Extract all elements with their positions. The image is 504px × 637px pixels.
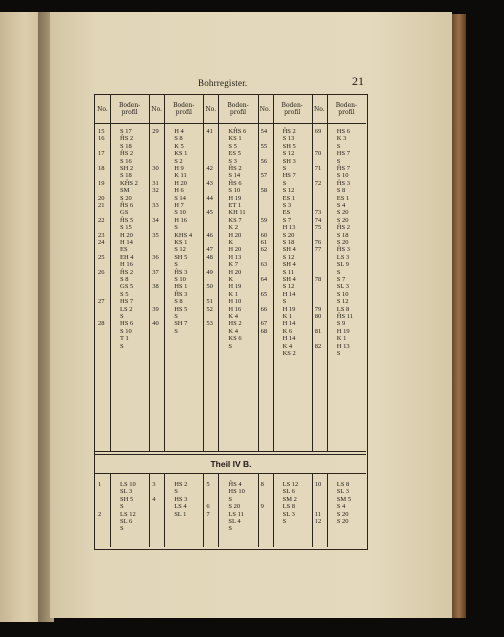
bore-profile-line: S 8 bbox=[120, 276, 129, 283]
bore-profile-line: SH 3 bbox=[282, 157, 296, 165]
bore-profile-line: SH 5 bbox=[174, 253, 188, 261]
section-bore-profile-line: LS 12 bbox=[282, 481, 299, 488]
column-header-no: No. bbox=[313, 105, 325, 113]
bore-profile-line: H 19 bbox=[228, 283, 242, 291]
bore-profile-line: SH 7 bbox=[174, 320, 188, 328]
bore-profile-line: H 20 bbox=[228, 246, 242, 254]
bore-profile-line: HS 6 bbox=[336, 128, 350, 135]
bore-profile-line: S 4 bbox=[336, 202, 346, 209]
bore-profile-line: SL 3 bbox=[336, 283, 350, 291]
section-bore-profile-line: SM 5 bbox=[336, 495, 352, 503]
section-bore-profile-line: SL 6 bbox=[282, 488, 295, 496]
bore-profile-line: H 6 bbox=[174, 187, 184, 195]
bore-profile-line: ĤS 6 bbox=[120, 202, 134, 209]
bore-profile-line: S 18 bbox=[120, 142, 132, 150]
bore-profile-line: H 14 bbox=[282, 290, 296, 298]
bore-number: 73 bbox=[314, 209, 322, 217]
bore-profile-line: H 13 bbox=[282, 224, 296, 232]
bore-profile-line: KS 2 bbox=[282, 350, 296, 357]
bore-number: 15 bbox=[98, 128, 105, 135]
section-bore-profile-line: S bbox=[228, 525, 233, 533]
bore-profile-line: S 12 bbox=[282, 283, 295, 291]
bore-number: 67 bbox=[260, 320, 268, 328]
bore-number: 75 bbox=[314, 224, 322, 232]
bore-number: 21 bbox=[98, 202, 105, 209]
bore-profile-line: S 10 bbox=[174, 209, 186, 217]
column-header-profile: Boden- profil bbox=[281, 102, 303, 116]
bore-profile-line: H 14 bbox=[282, 320, 296, 328]
bore-profile-line: H 7 bbox=[174, 202, 184, 209]
bore-profile-line: H 20 bbox=[228, 268, 242, 276]
bore-number: 72 bbox=[314, 179, 322, 187]
section-title-rule bbox=[95, 473, 366, 474]
section-bore-profile-line: LS 4 bbox=[174, 503, 187, 511]
column-divider bbox=[203, 473, 204, 547]
section-bore-profile-line: LS 11 bbox=[228, 510, 244, 518]
bore-number: 76 bbox=[314, 239, 322, 246]
bore-profile-line: ES 1 bbox=[282, 194, 296, 202]
bore-profile-line: LS 3 bbox=[336, 253, 350, 261]
bore-profile-line: ĤS 2 bbox=[120, 268, 134, 276]
bore-profile-line: K 1 bbox=[336, 335, 347, 343]
bore-profile-line: S 12 bbox=[282, 150, 295, 158]
bore-profile-line: KS 1 bbox=[174, 239, 188, 246]
section-rule-top-double bbox=[95, 454, 366, 455]
bore-profile-line: ĤS 2 bbox=[120, 150, 134, 158]
bore-profile-line: ĤS 2 bbox=[228, 165, 242, 172]
bore-number: 42 bbox=[206, 165, 213, 172]
bore-number: 74 bbox=[314, 216, 322, 224]
bore-profile-line: S 18 bbox=[282, 239, 295, 246]
bore-number: 47 bbox=[206, 246, 213, 254]
bore-profile-line: EH 4 bbox=[120, 253, 134, 261]
bore-number: 53 bbox=[206, 320, 213, 328]
bore-profile-line: S 11 bbox=[282, 268, 295, 276]
bore-profile-line: ES bbox=[120, 246, 128, 254]
bore-profile-line: S 2 bbox=[174, 157, 183, 165]
bore-profile-line: SH 4 bbox=[282, 246, 296, 254]
bore-profile-line: K 11 bbox=[174, 172, 187, 180]
bore-number: 51 bbox=[206, 298, 213, 306]
bore-profile-line: H 19 bbox=[282, 305, 296, 313]
column-divider bbox=[312, 95, 313, 451]
bore-profile-line: K 7 bbox=[228, 261, 238, 269]
bore-number: 41 bbox=[206, 128, 213, 135]
bore-profile-line: K 1 bbox=[228, 290, 238, 298]
bore-profile-line: S bbox=[174, 313, 178, 320]
bore-profile-line: S 15 bbox=[120, 224, 132, 232]
section-bore-profile-line: S bbox=[120, 503, 124, 511]
bore-number: 16 bbox=[98, 135, 105, 143]
section-bore-profile-line: HS 2 bbox=[174, 481, 188, 488]
section-bore-profile-line: ĤS 4 bbox=[228, 481, 242, 488]
section-bore-profile-line: HS 10 bbox=[228, 488, 245, 496]
bore-number: 30 bbox=[152, 165, 159, 172]
bore-profile-line: KHS 4 bbox=[174, 231, 193, 239]
bore-profile-line: S 10 bbox=[174, 276, 186, 283]
bore-profile-line: S 18 bbox=[120, 172, 132, 180]
section-bore-profile-line: SL 3 bbox=[282, 510, 295, 518]
bore-profile-line: S bbox=[174, 327, 178, 335]
number-divider bbox=[327, 95, 328, 451]
section-bore-profile-line: LS 8 bbox=[336, 481, 350, 488]
bore-profile-line: S bbox=[120, 313, 124, 320]
section-bore-profile-line: S bbox=[228, 495, 233, 503]
section-bore-number: 7 bbox=[206, 510, 210, 518]
column-divider bbox=[149, 95, 150, 451]
column-header-profile: Boden- profil bbox=[227, 102, 249, 116]
bore-number: 65 bbox=[260, 290, 268, 298]
bore-number: 54 bbox=[260, 128, 268, 135]
bore-profile-line: H 16 bbox=[174, 216, 188, 224]
section-bore-profile-line: S 20 bbox=[228, 503, 241, 511]
bore-number: 36 bbox=[152, 253, 159, 261]
bore-number: 20 bbox=[98, 194, 105, 202]
bore-profile-line: HS 7 bbox=[120, 298, 134, 306]
bore-number: 60 bbox=[260, 231, 268, 239]
bore-profile-line: S 7 bbox=[336, 276, 346, 283]
bore-profile-line: ES 5 bbox=[228, 150, 241, 158]
bore-profile-line: S 20 bbox=[336, 239, 349, 246]
bore-number: 52 bbox=[206, 305, 213, 313]
section-bore-profile-line: SL 4 bbox=[228, 518, 241, 525]
bore-profile-line: H 14 bbox=[282, 335, 296, 343]
bore-profile-line: H 20 bbox=[228, 231, 242, 239]
bore-number: 55 bbox=[260, 142, 268, 150]
column-divider bbox=[258, 473, 259, 547]
bore-number: 64 bbox=[260, 276, 268, 283]
column-header-no: No. bbox=[205, 105, 217, 113]
number-divider bbox=[327, 473, 328, 547]
bore-profile-line: H 14 bbox=[120, 239, 133, 246]
bore-profile-line: H 20 bbox=[120, 231, 133, 239]
bore-profile-line: S 8 bbox=[174, 135, 183, 143]
section-bore-profile-line: SH 5 bbox=[120, 495, 134, 503]
bore-number: 45 bbox=[206, 209, 213, 217]
bore-profile-line: S 17 bbox=[120, 128, 132, 135]
bore-profile-line: ĤS 3 bbox=[174, 268, 188, 276]
bore-profile-line: S 10 bbox=[228, 187, 241, 195]
bore-profile-line: S 20 bbox=[336, 216, 349, 224]
column-header-no: No. bbox=[97, 105, 108, 113]
bore-number: 40 bbox=[152, 320, 159, 328]
bore-number: 29 bbox=[152, 128, 159, 135]
bore-profile-line: GS 5 bbox=[120, 283, 134, 291]
bore-profile-line: K 6 bbox=[282, 327, 293, 335]
section-bore-profile-line: SM 2 bbox=[282, 495, 297, 503]
section-bore-number: 8 bbox=[260, 481, 264, 488]
bore-profile-line: HS 7 bbox=[336, 150, 350, 158]
column-divider bbox=[258, 95, 259, 451]
column-divider bbox=[312, 473, 313, 547]
bore-profile-line: S bbox=[120, 342, 124, 350]
page-number: 21 bbox=[352, 74, 364, 88]
bore-profile-line: KS 6 bbox=[228, 335, 242, 343]
bore-profile-line: ĤS 6 bbox=[228, 179, 242, 187]
bore-number: 35 bbox=[152, 231, 159, 239]
bore-profile-line: SH 4 bbox=[282, 276, 296, 283]
bore-profile-line: SL 9 bbox=[336, 261, 350, 269]
section-bore-number: 12 bbox=[314, 518, 322, 525]
bore-profile-line: K 4 bbox=[228, 313, 238, 320]
bore-profile-line: H 13 bbox=[228, 253, 242, 261]
bore-profile-line: K bbox=[228, 276, 234, 283]
section-bore-profile-line: LS 10 bbox=[120, 481, 136, 488]
bore-profile-line: ĤS 2 bbox=[120, 135, 134, 143]
bore-profile-line: ĤS 11 bbox=[336, 313, 353, 320]
section-bore-profile-line: S 20 bbox=[336, 518, 349, 525]
bore-profile-line: H 16 bbox=[120, 261, 133, 269]
number-divider bbox=[273, 95, 274, 451]
bore-profile-line: S 20 bbox=[336, 209, 349, 217]
bore-profile-line: K 2 bbox=[228, 224, 238, 232]
bore-profile-line: ET 1 bbox=[228, 202, 242, 209]
bore-number: 82 bbox=[314, 342, 322, 350]
bore-number: 27 bbox=[98, 298, 105, 306]
bore-profile-line: SH 5 bbox=[282, 142, 296, 150]
bore-number: 23 bbox=[98, 231, 105, 239]
bore-profile-line: S bbox=[174, 224, 178, 232]
bore-number: 28 bbox=[98, 320, 105, 328]
bore-profile-line: S 12 bbox=[282, 187, 295, 195]
bore-number: 81 bbox=[314, 327, 322, 335]
number-divider bbox=[164, 473, 165, 547]
bore-profile-line: LS 8 bbox=[336, 305, 350, 313]
bore-profile-line: HS 2 bbox=[228, 320, 242, 328]
column-divider bbox=[203, 95, 204, 451]
bore-profile-line: H 13 bbox=[336, 342, 350, 350]
bore-profile-line: HS 7 bbox=[282, 172, 296, 180]
bore-number: 70 bbox=[314, 150, 322, 158]
section-bore-profile-line: SL 1 bbox=[174, 510, 187, 518]
bore-profile-line: S bbox=[336, 350, 341, 357]
bore-profile-line: S 5 bbox=[120, 290, 129, 298]
section-title: Theil IV B. bbox=[210, 459, 252, 469]
column-header-profile: Boden- profil bbox=[335, 102, 358, 116]
bore-profile-line: HS 5 bbox=[174, 305, 188, 313]
bore-profile-line: S 5 bbox=[228, 142, 237, 150]
bore-profile-line: ĤS 2 bbox=[282, 128, 296, 135]
section-rule-top bbox=[95, 451, 366, 452]
bore-number: 26 bbox=[98, 268, 105, 276]
bore-profile-line: LS 2 bbox=[120, 305, 133, 313]
section-bore-profile-line: S bbox=[282, 518, 287, 525]
bore-register-table bbox=[94, 94, 368, 550]
section-bore-profile-line: LS 12 bbox=[120, 510, 136, 518]
section-bore-number: 2 bbox=[98, 510, 102, 518]
bore-number: 46 bbox=[206, 231, 213, 239]
bore-profile-line: S bbox=[282, 179, 287, 187]
bore-profile-line: ĤS 3 bbox=[174, 290, 188, 298]
column-header-no: No. bbox=[151, 105, 163, 113]
bore-profile-line: H 20 bbox=[174, 179, 188, 187]
bore-profile-line: KĤS 6 bbox=[228, 128, 247, 135]
bore-number: 38 bbox=[152, 283, 159, 291]
bore-profile-line: S 18 bbox=[336, 231, 349, 239]
bore-profile-line: S 14 bbox=[174, 194, 186, 202]
bore-profile-line: S 12 bbox=[336, 298, 349, 306]
bore-profile-line: SM bbox=[120, 187, 130, 195]
bore-profile-line: S bbox=[336, 268, 341, 276]
section-bore-number: 9 bbox=[260, 503, 264, 511]
bore-number: 77 bbox=[314, 246, 322, 254]
bore-profile-line: K 3 bbox=[336, 135, 347, 143]
bore-profile-line: S 14 bbox=[228, 172, 241, 180]
bore-profile-line: ĤS 7 bbox=[336, 165, 350, 172]
column-divider bbox=[149, 473, 150, 547]
bore-number: 32 bbox=[152, 187, 159, 195]
bore-profile-line: S bbox=[336, 157, 341, 165]
bore-number: 50 bbox=[206, 283, 213, 291]
bore-number: 78 bbox=[314, 276, 322, 283]
column-header-no: No. bbox=[259, 105, 271, 113]
bore-profile-line: S 20 bbox=[282, 231, 295, 239]
bore-profile-line: S 13 bbox=[282, 135, 295, 143]
bore-number: 61 bbox=[260, 239, 268, 246]
bore-profile-line: S 8 bbox=[336, 187, 346, 195]
bore-profile-line: S 10 bbox=[120, 327, 132, 335]
bore-number: 80 bbox=[314, 313, 322, 320]
bore-profile-line: ĤS 5 bbox=[120, 216, 134, 224]
column-header-profile: Boden- profil bbox=[173, 102, 195, 116]
bore-number: 39 bbox=[152, 305, 159, 313]
bore-number: 44 bbox=[206, 194, 213, 202]
section-bore-profile-line: SL 6 bbox=[120, 518, 133, 525]
bore-profile-line: S 10 bbox=[336, 290, 349, 298]
bore-profile-line: T 1 bbox=[120, 335, 129, 343]
bore-number: 17 bbox=[98, 150, 105, 158]
section-bore-number: 3 bbox=[152, 481, 156, 488]
bore-profile-line: S bbox=[174, 261, 178, 269]
bore-profile-line: ĤS 3 bbox=[336, 179, 350, 187]
bore-profile-line: ĤS 3 bbox=[336, 246, 350, 254]
bore-profile-line: H 9 bbox=[174, 165, 184, 172]
bore-number: 43 bbox=[206, 179, 213, 187]
book-spine bbox=[452, 14, 466, 618]
bore-number: 56 bbox=[260, 157, 268, 165]
bore-profile-line: KS 1 bbox=[228, 135, 242, 143]
bore-number: 71 bbox=[314, 165, 322, 172]
bore-profile-line: S 10 bbox=[336, 172, 349, 180]
bore-profile-line: KS 7 bbox=[228, 216, 242, 224]
bore-profile-line: H 19 bbox=[336, 327, 350, 335]
bore-number: 48 bbox=[206, 253, 213, 261]
bore-profile-line: S 3 bbox=[282, 202, 292, 209]
bore-profile-line: ES bbox=[282, 209, 291, 217]
section-bore-number: 10 bbox=[314, 481, 322, 488]
section-bore-profile-line: LS 8 bbox=[282, 503, 296, 511]
bore-profile-line: S 8 bbox=[174, 298, 183, 306]
bore-number: 18 bbox=[98, 165, 105, 172]
section-bore-profile-line: S 4 bbox=[336, 503, 346, 511]
bore-profile-line: KH 11 bbox=[228, 209, 246, 217]
bore-number: 59 bbox=[260, 216, 268, 224]
section-bore-number: 11 bbox=[314, 510, 322, 518]
header-rule bbox=[95, 123, 366, 124]
section-bore-number: 6 bbox=[206, 503, 210, 511]
bore-profile-line: S 12 bbox=[282, 253, 295, 261]
bore-number: 22 bbox=[98, 216, 105, 224]
bore-profile-line: KS 1 bbox=[174, 150, 188, 158]
bore-profile-line: K 4 bbox=[282, 342, 293, 350]
number-divider bbox=[110, 95, 111, 451]
bore-number: 66 bbox=[260, 305, 268, 313]
bore-profile-line: GS bbox=[120, 209, 129, 217]
bore-number: 37 bbox=[152, 268, 159, 276]
bore-profile-line: H 4 bbox=[174, 128, 184, 135]
bore-number: 49 bbox=[206, 268, 213, 276]
bore-number: 57 bbox=[260, 172, 268, 180]
bore-profile-line: S bbox=[336, 142, 341, 150]
bore-profile-line: HS 6 bbox=[120, 320, 134, 328]
bore-profile-line: S bbox=[228, 342, 233, 350]
bore-number: 58 bbox=[260, 187, 268, 195]
running-head: Bohrregister. bbox=[198, 78, 248, 88]
bore-profile-line: S 16 bbox=[120, 157, 132, 165]
bore-profile-line: S bbox=[282, 298, 287, 306]
bore-profile-line: HS 1 bbox=[174, 283, 188, 291]
bore-profile-line: S 12 bbox=[174, 246, 186, 254]
bore-number: 19 bbox=[98, 179, 105, 187]
section-bore-profile-line: S bbox=[120, 525, 124, 533]
section-bore-profile-line: S 20 bbox=[336, 510, 349, 518]
bore-profile-line: K 5 bbox=[174, 142, 184, 150]
bore-profile-line: H 19 bbox=[228, 194, 242, 202]
section-bore-profile-line: HS 3 bbox=[174, 495, 188, 503]
bore-profile-line: S bbox=[282, 165, 287, 172]
section-bore-profile-line: SL 3 bbox=[120, 488, 133, 496]
number-divider bbox=[273, 473, 274, 547]
column-header-profile: Boden- profil bbox=[118, 102, 141, 116]
bore-profile-line: H 10 bbox=[228, 298, 242, 306]
section-bore-profile-line: S bbox=[174, 488, 178, 496]
bore-profile-line: K 4 bbox=[228, 327, 238, 335]
section-bore-number: 4 bbox=[152, 495, 156, 503]
bore-profile-line: H 16 bbox=[228, 305, 242, 313]
number-divider bbox=[164, 95, 165, 451]
bore-number: 33 bbox=[152, 202, 159, 209]
bore-number: 24 bbox=[98, 239, 105, 246]
bore-number: 63 bbox=[260, 261, 268, 269]
number-divider bbox=[218, 473, 219, 547]
bore-number: 31 bbox=[152, 179, 159, 187]
bore-profile-line: SH 4 bbox=[282, 261, 296, 269]
bore-number: 25 bbox=[98, 253, 105, 261]
bore-number: 68 bbox=[260, 327, 268, 335]
bore-number: 79 bbox=[314, 305, 322, 313]
number-divider bbox=[110, 473, 111, 547]
bore-profile-line: S 20 bbox=[120, 194, 132, 202]
bore-profile-line: S 3 bbox=[228, 157, 237, 165]
section-bore-number: 5 bbox=[206, 481, 210, 488]
bore-number: 69 bbox=[314, 128, 322, 135]
bore-profile-line: ĤS 2 bbox=[336, 224, 350, 232]
bore-profile-line: K bbox=[228, 239, 234, 246]
bore-profile-line: ES 1 bbox=[336, 194, 350, 202]
bore-profile-line: S 9 bbox=[336, 320, 346, 328]
bore-profile-line: S 7 bbox=[282, 216, 292, 224]
bore-profile-line: K 1 bbox=[282, 313, 293, 320]
section-bore-number: 1 bbox=[98, 481, 102, 488]
bore-number: 34 bbox=[152, 216, 159, 224]
number-divider bbox=[218, 95, 219, 451]
bore-number: 62 bbox=[260, 246, 268, 254]
bore-profile-line: SH 2 bbox=[120, 165, 134, 172]
section-bore-profile-line: SL 3 bbox=[336, 488, 350, 496]
bore-profile-line: KĤS 2 bbox=[120, 179, 138, 187]
